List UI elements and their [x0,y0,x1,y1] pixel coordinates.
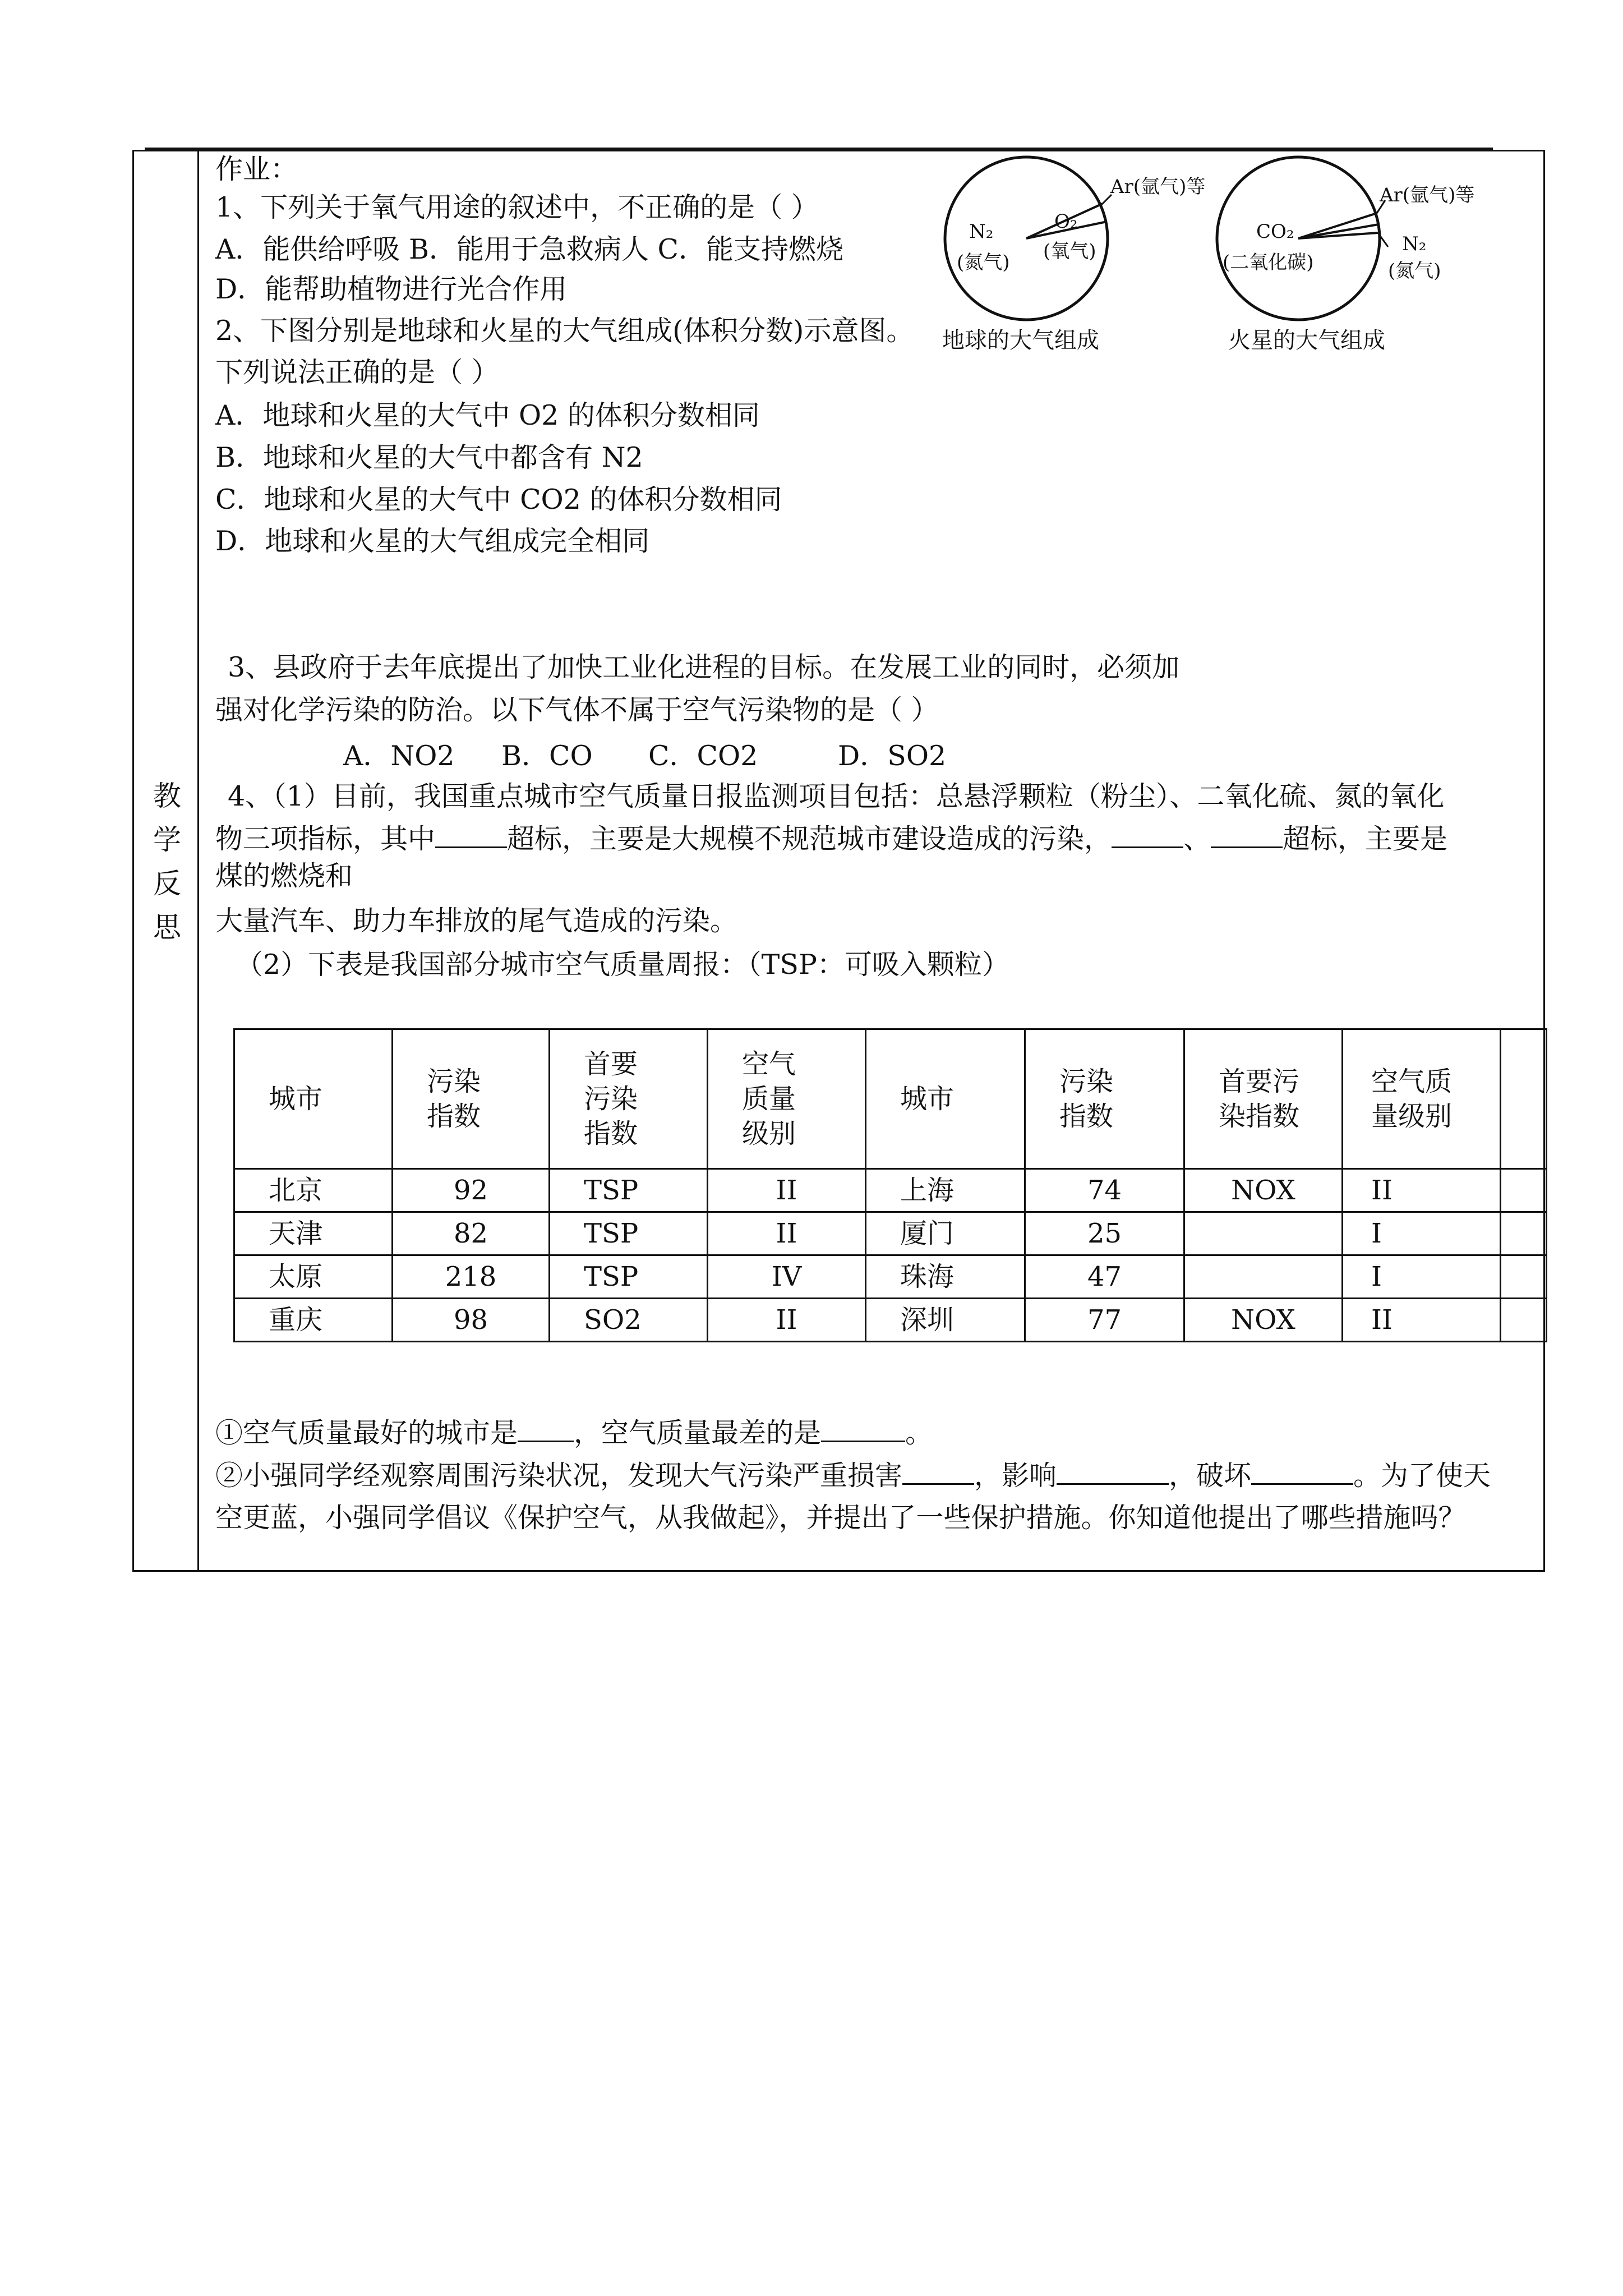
q4-line3: 煤的燃烧和 [215,860,353,892]
homework-title: 作业： [215,153,298,185]
q1-options-line1: A．能供给呼吸 B．能用于急救病人 C．能支持燃烧 [215,233,844,265]
cell-level-2: II [1343,1169,1501,1212]
cell-index-2: 25 [1025,1212,1184,1255]
earth-atmosphere-diagram [942,154,1223,356]
header-empty [1501,1029,1547,1169]
cell-city-2: 上海 [866,1169,1025,1212]
q1-options-line2: D．能帮助植物进行光合作用 [215,273,568,305]
q5-blank-harm[interactable] [902,1458,974,1485]
cell-level: II [708,1169,866,1212]
q3-option-a: A．NO2 [343,740,455,772]
mars-caption: 火星的大气组成 [1228,328,1385,353]
q2-option-c: C．地球和火星的大气中 CO2 的体积分数相同 [215,484,782,516]
mars-n2-cn-label: (氮气) [1388,260,1441,282]
cell-pollutant-2: NOX [1184,1299,1343,1342]
header-city: 城市 [234,1029,393,1169]
q5-blank-worst-city[interactable] [821,1416,905,1442]
q5-line1: ①空气质量最好的城市是 ，空气质量最差的是 。 [215,1417,933,1449]
mars-co2-cn-label: (二氧化碳) [1223,251,1314,274]
q4-line4: 大量汽车、助力车排放的尾气造成的污染。 [215,905,738,937]
q3-line1: 3、县政府于去年底提出了加快工业化进程的目标。在发展工业的同时，必须加 [228,651,1180,683]
header-pollution-index: 污染 指数 [393,1029,550,1169]
q3-line2: 强对化学污染的防治。以下气体不属于空气污染物的是（ ） [215,694,939,726]
table-header-row [234,1029,1547,1169]
cell-pollutant: TSP [550,1255,708,1299]
mars-n2-label: N₂ [1402,233,1427,255]
header-air-quality-level-2: 空气质 量级别 [1343,1029,1501,1169]
cell-index-2: 77 [1025,1299,1184,1342]
cell-level: IV [708,1255,866,1299]
q5-line2: ②小强同学经观察周围污染状况，发现大气污染严重损害 ，影响 ，破坏 。为了使天 [215,1460,1491,1492]
q4-line2: 物三项指标，其中 超标，主要是大规模不规范城市建设造成的污染， 、 超标，主要是 [215,823,1448,855]
earth-ar-label: Ar(氩气)等 [1110,176,1206,198]
cell-empty [1501,1169,1547,1212]
q4-line1: 4、（1）目前，我国重点城市空气质量日报监测项目包括：总悬浮颗粒（粉尘）、二氧化硫、氮的氧化 [228,780,1445,812]
q4-line5: （2）下表是我国部分城市空气质量周报：（TSP：可吸入颗粒） [236,949,1009,981]
q4-blank-1[interactable] [435,822,507,848]
header-primary-pollutant: 首要 污染 指数 [550,1029,708,1169]
earth-n2-cn-label: (氮气) [957,251,1010,274]
earth-o2-label: O₂ [1054,210,1078,233]
table-row [234,1212,1547,1255]
cell-city: 重庆 [234,1299,393,1342]
q3-option-b: B．CO [501,740,593,772]
cell-empty [1501,1212,1547,1255]
cell-city: 太原 [234,1255,393,1299]
mars-ar-label: Ar(氩气)等 [1380,184,1475,206]
cell-empty [1501,1299,1547,1342]
q1-stem: 1、下列关于氧气用途的叙述中，不正确的是（ ） [215,191,819,223]
air-quality-table [233,1028,1547,1342]
header-air-quality-level: 空气 质量 级别 [708,1029,866,1169]
cell-city: 天津 [234,1212,393,1255]
cell-pollutant-2 [1184,1212,1343,1255]
cell-level-2: I [1343,1255,1501,1299]
cell-index-2: 47 [1025,1255,1184,1299]
cell-pollutant-2: NOX [1184,1169,1343,1212]
q2-option-b: B．地球和火星的大气中都含有 N2 [215,441,643,473]
table-row [234,1299,1547,1342]
header-city-2: 城市 [866,1029,1025,1169]
q2-option-d: D．地球和火星的大气组成完全相同 [215,525,650,557]
mars-atmosphere-diagram [1211,154,1525,356]
header-pollution-index-2: 污染 指数 [1025,1029,1184,1169]
q4-blank-2[interactable] [1112,822,1183,848]
cell-city-2: 厦门 [866,1212,1025,1255]
column-divider [197,150,199,1572]
cell-pollutant: TSP [550,1212,708,1255]
q2-stem-line1: 2、下图分别是地球和火星的大气组成(体积分数)示意图。 [215,315,914,347]
cell-city: 北京 [234,1169,393,1212]
table-row [234,1169,1547,1212]
side-label-teaching-reflection: 教 学 反 思 [153,780,181,944]
header-primary-pollutant-2: 首要污 染指数 [1184,1029,1343,1169]
cell-empty [1501,1255,1547,1299]
q2-stem-line2: 下列说法正确的是（ ） [215,356,499,388]
cell-index-2: 74 [1025,1169,1184,1212]
cell-level: II [708,1212,866,1255]
q5-blank-affect[interactable] [1057,1458,1169,1485]
cell-pollutant: SO2 [550,1299,708,1342]
earth-o2-cn-label: (氧气) [1043,240,1096,263]
cell-level-2: I [1343,1212,1501,1255]
table-row [234,1255,1547,1299]
cell-pollutant-2 [1184,1255,1343,1299]
mars-co2-label: CO₂ [1256,220,1294,243]
earth-n2-label: N₂ [969,220,994,243]
cell-index: 98 [393,1299,550,1342]
q3-option-c: C．CO2 [648,740,758,772]
cell-pollutant: TSP [550,1169,708,1212]
cell-level: II [708,1299,866,1342]
cell-index: 218 [393,1255,550,1299]
cell-index: 82 [393,1212,550,1255]
q5-line3: 空更蓝，小强同学倡议《保护空气，从我做起》，并提出了一些保护措施。你知道他提出了哪些措施吗？ [215,1502,1466,1534]
q4-blank-3[interactable] [1211,822,1283,848]
q3-option-d: D．SO2 [838,740,947,772]
q2-option-a: A．地球和火星的大气中 O2 的体积分数相同 [215,399,760,431]
cell-city-2: 珠海 [866,1255,1025,1299]
q5-blank-best-city[interactable] [518,1416,574,1442]
cell-city-2: 深圳 [866,1299,1025,1342]
cell-index: 92 [393,1169,550,1212]
earth-caption: 地球的大气组成 [942,328,1099,353]
cell-level-2: II [1343,1299,1501,1342]
q5-blank-damage[interactable] [1251,1458,1353,1485]
